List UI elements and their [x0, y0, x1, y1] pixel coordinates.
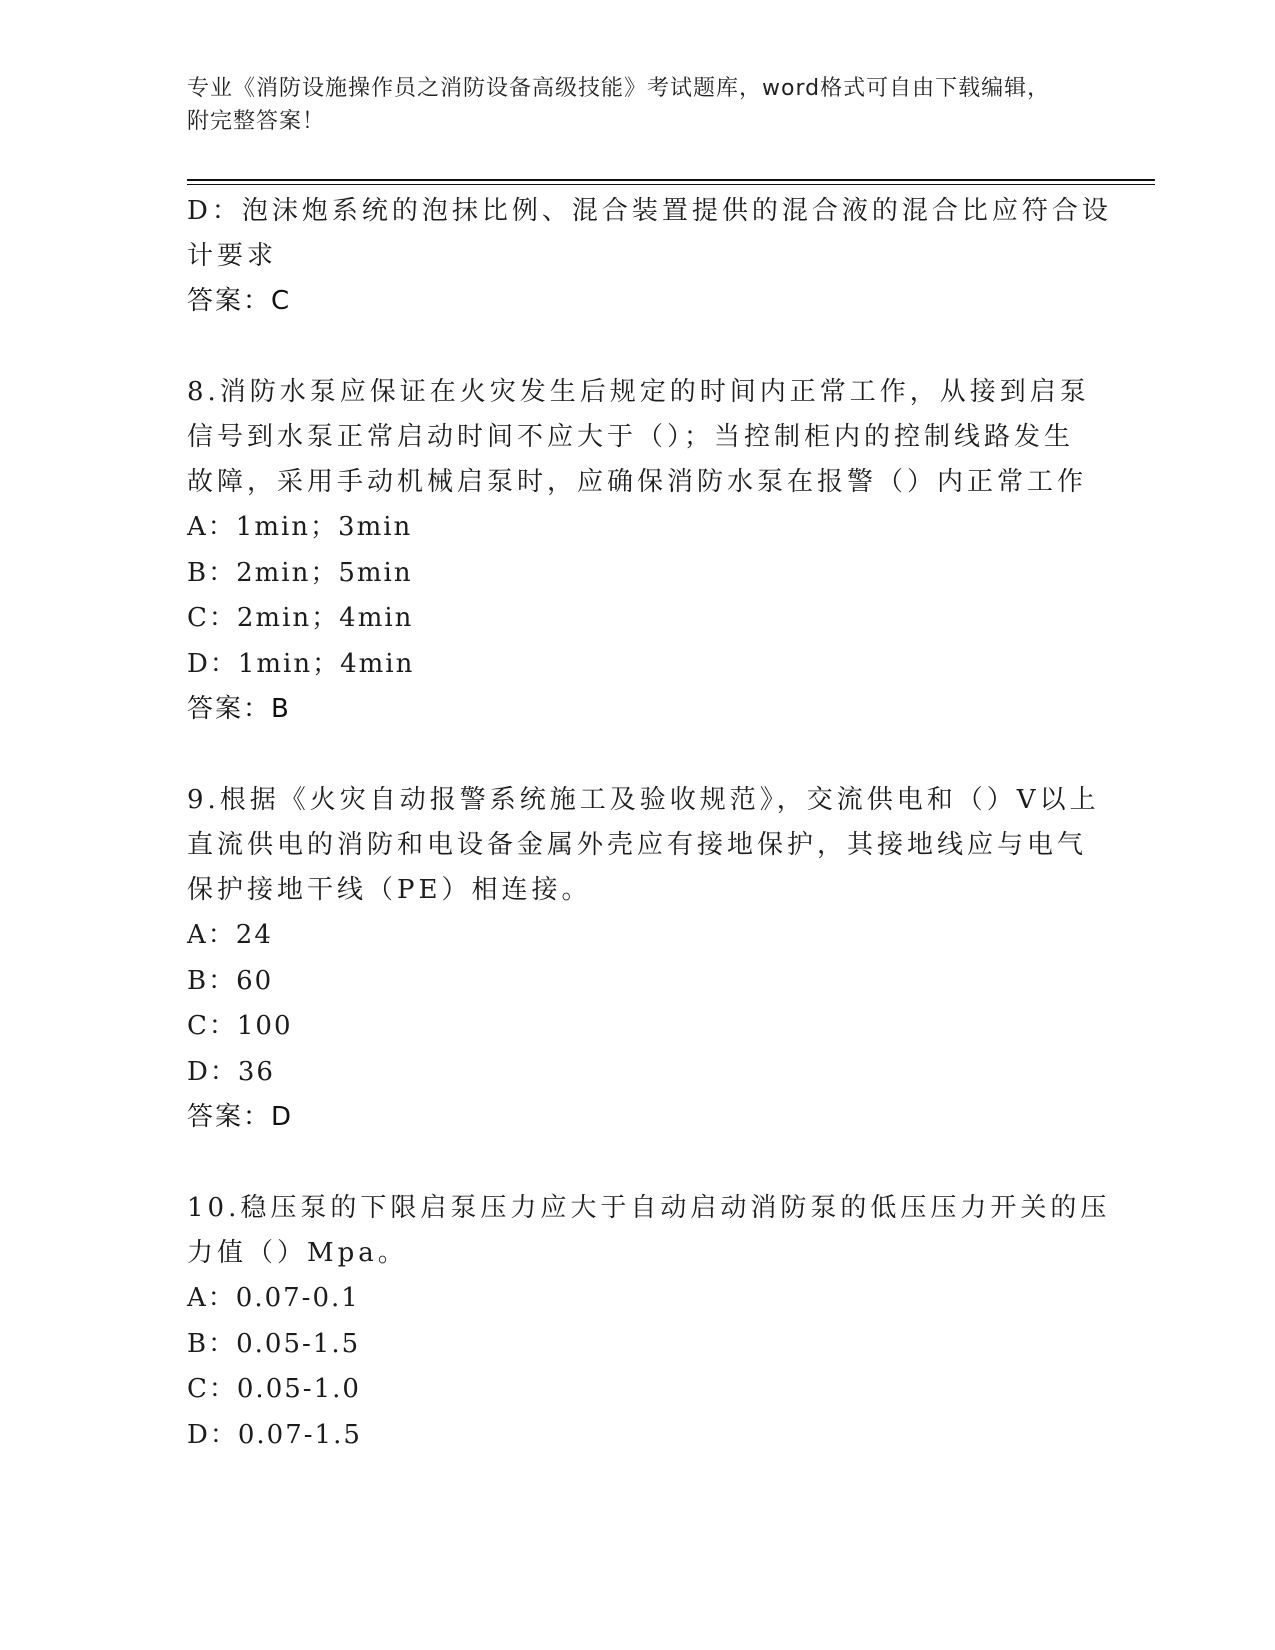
question-stem-line: 力值（）Mpa。	[187, 1238, 408, 1268]
question-10	[187, 1186, 1111, 1458]
question-stem-line: 保护接地干线（PE）相连接。	[187, 875, 592, 905]
question-stem-line: 9.根据《火灾自动报警系统施工及验收规范》，交流供电和（）V以上	[187, 785, 1100, 815]
option-a: A：1min；3min	[187, 512, 413, 542]
option-d-line-2: 计要求	[187, 241, 278, 271]
option-c: C：100	[187, 1011, 293, 1041]
option-c: C：0.05-1.0	[187, 1374, 361, 1404]
option-d: D：36	[187, 1056, 275, 1087]
answer-9: 答案：D	[187, 1102, 294, 1132]
option-b: B：0.05-1.5	[187, 1328, 361, 1359]
question-9	[187, 778, 1100, 1140]
answer-8: 答案：B	[187, 694, 291, 724]
page-header: 专业《消防设施操作员之消防设备高级技能》考试题库，word格式可自由下载编辑，附完整答案！	[187, 76, 1051, 134]
answer-7: 答案：C	[187, 286, 292, 316]
option-d: D：1min；4min	[187, 648, 415, 679]
question-stem-line: 8.消防水泵应保证在火灾发生后规定的时间内正常工作，从接到启泵	[187, 377, 1090, 407]
header-rule-thin	[187, 184, 1155, 185]
option-d: D：0.07-1.5	[187, 1419, 362, 1450]
option-a: A：0.07-0.1	[187, 1283, 360, 1313]
question-stem-line: 10.稳压泵的下限启泵压力应大于自动启动消防泵的低压压力开关的压	[187, 1193, 1111, 1223]
question-7-continuation	[187, 189, 1112, 324]
question-stem-line: 信号到水泵正常启动时间不应大于（）；当控制柜内的控制线路发生	[187, 422, 1075, 452]
option-a: A：24	[187, 920, 273, 950]
option-d-line-1: D：泡沫炮系统的泡抹比例、混合装置提供的混合液的混合比应符合设	[187, 196, 1112, 226]
header-rule-thick	[187, 179, 1155, 181]
question-stem-line: 直流供电的消防和电设备金属外壳应有接地保护，其接地线应与电气	[187, 830, 1088, 860]
option-c: C：2min；4min	[187, 603, 414, 633]
question-8	[187, 370, 1090, 732]
question-content	[187, 189, 1112, 1458]
question-stem-line: 故障，采用手动机械启泵时，应确保消防水泵在报警（）内正常工作	[187, 467, 1088, 497]
option-b: B：2min；5min	[187, 557, 413, 588]
option-b: B：60	[187, 965, 274, 996]
